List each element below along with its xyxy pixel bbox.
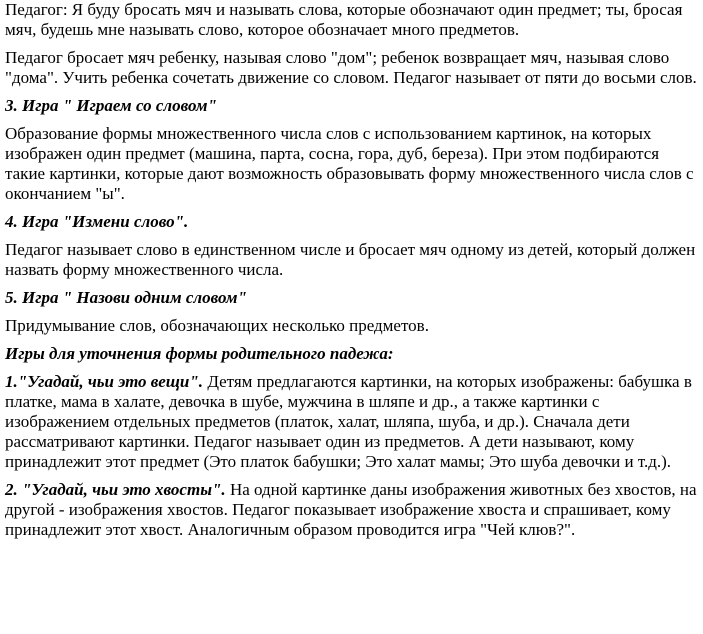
paragraph-guess-whose-tails (5, 480, 698, 540)
text-guess-whose-things: Детям предлагаются картинки, на которых изображены: бабушка в платке, мама в халате, девочка в шубе, мужчина в шляпе и др., а также картинки с изображением отдельных предметов (платок, халат, шляпа, шуба, и др.). Сначала дети рассматривают картинки. Педагог называет один из предметов. А дети называют, кому принадлежит этот предмет (Это платок бабушки; Это халат мамы; Это шуба девочки и т.д.). (5, 372, 692, 471)
lead-guess-whose-tails: 2. "Угадай, чьи это хвосты". (5, 480, 226, 499)
paragraph-game-4: Педагог называет слово в единственном числе и бросает мяч одному из детей, который должен назвать форму множественного числа. (5, 240, 696, 279)
paragraph-ball-game: Педагог бросает мяч ребенку, называя слово "дом"; ребенок возвращает мяч, называя слово "дома". Учить ребенка сочетать движение со словом. Педагог называет от пяти до восьми слов. (5, 48, 697, 87)
paragraph-guess-whose-things (5, 372, 698, 472)
heading-game-3: 3. Игра " Играем со словом" (5, 96, 217, 115)
lead-guess-whose-things: 1."Угадай, чьи это вещи". (5, 372, 204, 391)
paragraph-game-3: Образование формы множественного числа слов с использованием картинок, на которых изображен один предмет (машина, парта, сосна, гора, дуб, береза). При этом подбираются такие картинки, которые дают возможность образовывать форму множественного числа слов с окончанием "ы". (5, 124, 694, 203)
paragraph-teacher-instruction: Педагог: Я буду бросать мяч и называть слова, которые обозначают один предмет; ты, бросая мяч, будешь мне называть слово, которое обозначает много предметов. (5, 0, 683, 39)
text-guess-whose-tails: На одной картинке даны изображения животных без хвостов, на другой - изображения хвостов. Педагог показывает изображение хвоста и спрашивает, кому принадлежит этот хвост. Аналогичным образом проводится игра "Чей клюв?". (5, 480, 697, 539)
paragraph-game-5: Придумывание слов, обозначающих несколько предметов. (5, 316, 429, 335)
heading-game-5: 5. Игра " Назови одним словом" (5, 288, 247, 307)
heading-game-4: 4. Игра "Измени слово". (5, 212, 189, 231)
heading-genitive-games: Игры для уточнения формы родительного падежа: (5, 344, 394, 363)
